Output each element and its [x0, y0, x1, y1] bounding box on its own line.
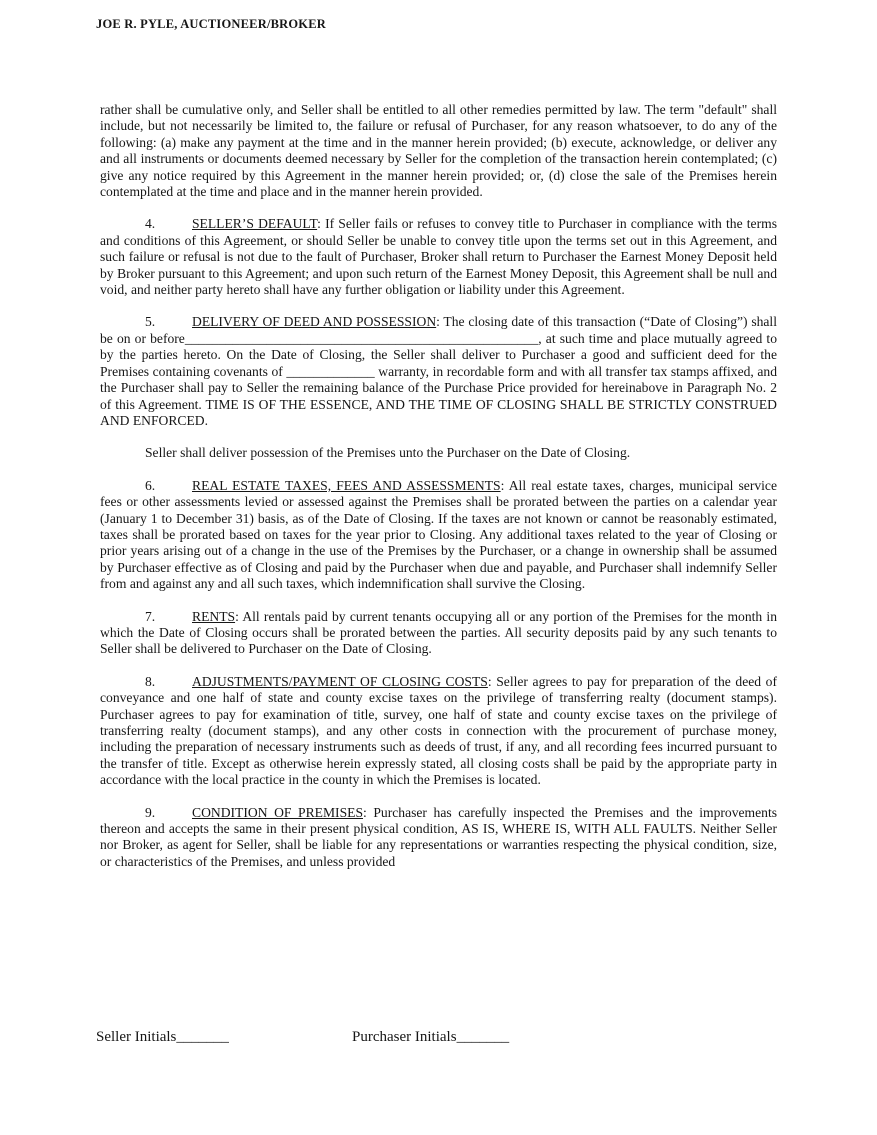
- seller-initials-label: Seller Initials: [96, 1029, 177, 1045]
- paragraph-continuation-default-remedies: [100, 102, 777, 200]
- purchaser-initials-label: Purchaser Initials: [352, 1029, 457, 1045]
- seller-initials-blank-line: _______: [176, 1029, 229, 1045]
- paragraph-7-rents: [100, 609, 777, 658]
- seller-initials: [96, 1029, 229, 1046]
- paragraph-heading: DELIVERY OF DEED AND POSSESSION: [192, 314, 437, 330]
- paragraph-number: 7.: [145, 608, 156, 624]
- paragraph-6-real-estate-taxes: [100, 478, 777, 593]
- paragraph-body: : If Seller fails or refuses to convey title to Purchaser in compliance with the terms and conditions of this Agreement, or should Seller be unable to convey title upon the terms set out in this Agreement, and such failure or refusal is not due to the fault of Purchaser, Broker shall return to Purchaser the Earnest Money Deposit held by Broker pursuant to this Agreement; and upon such return of the Earnest Money Deposit, this Agreement shall be null and void, and neither party hereto shall have any further obligation or liability under this Agreement.: [100, 216, 777, 298]
- paragraph-heading: REAL ESTATE TAXES, FEES AND ASSESSMENTS: [192, 477, 501, 493]
- paragraph-number: 4.: [145, 216, 156, 232]
- paragraph-body: rather shall be cumulative only, and Seller shall be entitled to all other remedies permitted by law. The term "default" shall include, but not necessarily be limited to, the failure or refusal of Purchaser, for any reason whatsoever, to do any of the following: (a) make any payment at the time and in the manner herein provided; (b) execute, acknowledge, or deliver any and all instruments or documents deemed necessary by Seller for the completion of the transaction herein contemplated; (c) give any notice required by this Agreement in the manner herein provided; or, (d) close the sale of the Premises herein contemplated at the time and place and in the manner herein provided.: [100, 102, 777, 200]
- paragraph-number: 6.: [145, 477, 156, 493]
- paragraph-4-sellers-default: [100, 216, 777, 298]
- paragraph-heading: RENTS: [192, 608, 236, 624]
- paragraph-5-delivery-of-deed: [100, 314, 777, 429]
- paragraph-body: : All rentals paid by current tenants occupying all or any portion of the Premises for the month in which the Date of Closing occurs shall be prorated between the parties. All security deposits paid by any such tenants to Seller shall be delivered to Purchaser on the Date of Closing.: [100, 608, 777, 657]
- paragraph-heading: SELLER’S DEFAULT: [192, 216, 318, 232]
- paragraph-body: : Seller agrees to pay for preparation of the deed of conveyance and one half of state and county excise taxes on the privilege of transferring realty (document stamps). Purchaser agrees to pay for examination of title, survey, one half of state and county excise taxes on the privilege of transferring realty (document stamps), and any other costs in connection with the procurement of purchase money, including the preparation of necessary instruments such as deeds of trust, if any, and all recording fees incurred pursuant to the transfer of title. Except as otherwise herein expressly stated, all closing costs shall be paid by the appropriate party in accordance with the local practice in the county in which the Premises is located.: [100, 673, 777, 788]
- paragraph-heading: ADJUSTMENTS/PAYMENT OF CLOSING COSTS: [192, 673, 488, 689]
- paragraph-body: Seller shall deliver possession of the Premises unto the Purchaser on the Date of Closing.: [145, 445, 631, 461]
- paragraph-possession: [100, 445, 777, 461]
- paragraph-number: 8.: [145, 673, 156, 689]
- document-body: [100, 102, 777, 870]
- purchaser-initials: [352, 1029, 509, 1046]
- paragraph-number: 9.: [145, 804, 156, 820]
- document-header-title: JOE R. PYLE, AUCTIONEER/BROKER: [96, 17, 326, 31]
- purchaser-initials-blank-line: _______: [456, 1029, 510, 1045]
- paragraph-heading: CONDITION OF PREMISES: [192, 804, 364, 820]
- paragraph-body: : Purchaser has carefully inspected the Premises and the improvements thereon and accepts the same in their present physical condition, AS IS, WHERE IS, WITH ALL FAULTS. Neither Seller nor Broker, as agent for Seller, shall be liable for any representations or warranties respecting the physical condition, size, or characteristics of the Premises, and unless provided: [100, 804, 778, 869]
- paragraph-8-closing-costs: [100, 674, 777, 789]
- paragraph-number: 5.: [145, 314, 156, 330]
- paragraph-body: : The closing date of this transaction (“Date of Closing”) shall be on or before____________________________________________________, at such time and place mutually agreed to by the parties hereto. On the Date of Closing, the Seller shall deliver to Purchaser a good and sufficient deed for the Premises containing covenants of _____________ warranty, in recordable form and with all transfer tax stamps affixed, and the Purchaser shall pay to Seller the remaining balance of the Purchase Price provided for hereinabove in Paragraph No. 2 of this Agreement. TIME IS OF THE ESSENCE, AND THE TIME OF CLOSING SHALL BE STRICTLY CONSTRUED AND ENFORCED.: [100, 314, 777, 428]
- paragraph-9-condition-of-premises: [100, 805, 777, 871]
- paragraph-body: : All real estate taxes, charges, municipal service fees or other assessments levied or assessed against the Premises shall be prorated between the parties on a calendar year (January 1 to December 31) basis, as of the Date of Closing. If the taxes are not known or cannot be reasonably estimated, taxes shall be prorated based on taxes for the year prior to Closing. Any additional taxes related to the year of Closing or prior years arising out of a change in the use of the Premises by the Purchaser, or a change in ownership shall be assumed by Purchaser effective as of Closing and paid by the Purchaser when due and payable, and Purchaser shall indemnify Seller from and against any and all such taxes, which indemnification shall survive the Closing.: [100, 477, 777, 592]
